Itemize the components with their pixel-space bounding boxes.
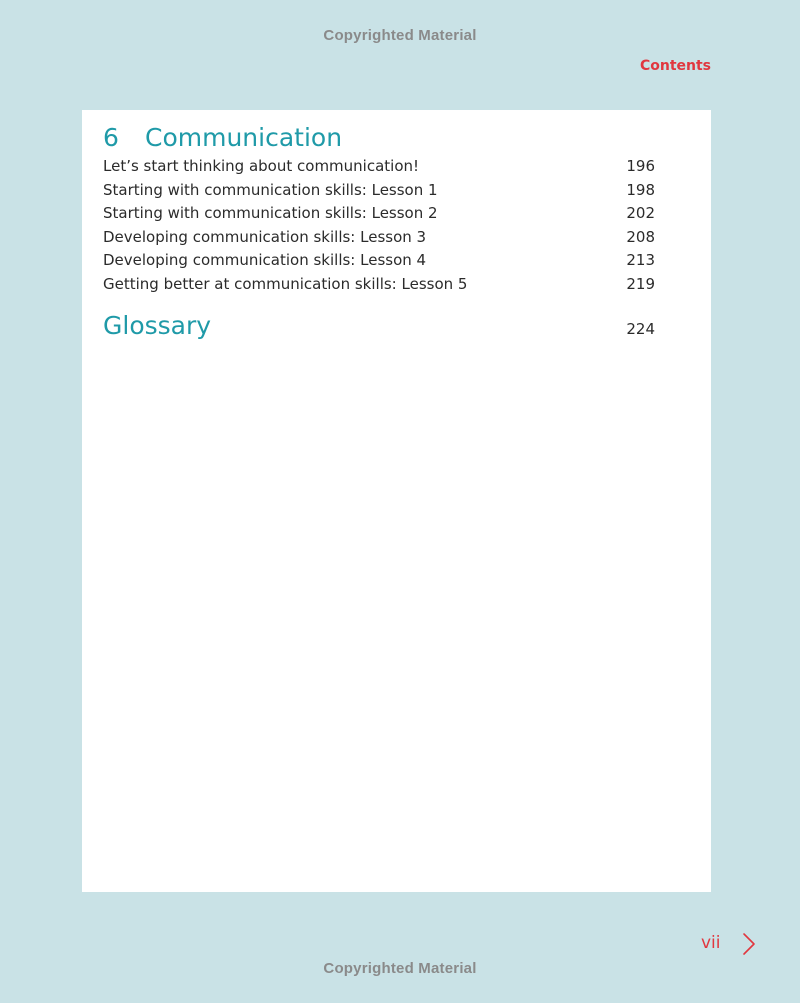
glossary-entry[interactable] — [103, 310, 655, 346]
toc-entry-page: 219 — [626, 274, 655, 293]
toc-entry[interactable] — [103, 155, 655, 179]
toc-entry-title: Developing communication skills: Lesson 4 — [103, 251, 427, 269]
toc-entry-title: Starting with communication skills: Lesson 2 — [103, 204, 438, 222]
running-head: Contents — [639, 58, 711, 74]
chapter-number: 6 — [103, 123, 119, 152]
contents-panel — [82, 110, 711, 892]
toc-entry[interactable] — [103, 179, 655, 203]
toc-entry[interactable] — [103, 273, 655, 297]
toc-entry-title: Let’s start thinking about communication! — [103, 157, 420, 175]
chapter-heading — [103, 122, 342, 154]
toc-entry-page: 202 — [626, 204, 655, 222]
glossary-title: Glossary — [103, 311, 212, 340]
chevron-right-icon-glyph — [740, 932, 758, 956]
chapter-title: Communication — [145, 123, 343, 152]
glossary-page: 224 — [626, 320, 655, 338]
toc-entry-title: Starting with communication skills: Lesson 1 — [103, 180, 438, 199]
toc-entry-page: 198 — [626, 180, 655, 199]
chevron-right-icon[interactable] — [740, 932, 758, 956]
toc-entry[interactable] — [103, 226, 655, 250]
toc-entry-page: 196 — [626, 157, 655, 175]
toc-entry-title: Developing communication skills: Lesson 3 — [103, 227, 427, 246]
toc-entry-page: 213 — [626, 251, 655, 269]
toc-entry[interactable] — [103, 249, 655, 273]
toc-entry-page: 208 — [626, 227, 655, 246]
page-number: vii — [701, 933, 721, 953]
copyright-notice-bottom: Copyrighted Material — [323, 960, 477, 977]
toc-list — [103, 155, 655, 296]
toc-entry[interactable] — [103, 202, 655, 226]
toc-entry-title: Getting better at communication skills: Lesson 5 — [103, 274, 468, 293]
copyright-notice-top: Copyrighted Material — [323, 27, 477, 44]
